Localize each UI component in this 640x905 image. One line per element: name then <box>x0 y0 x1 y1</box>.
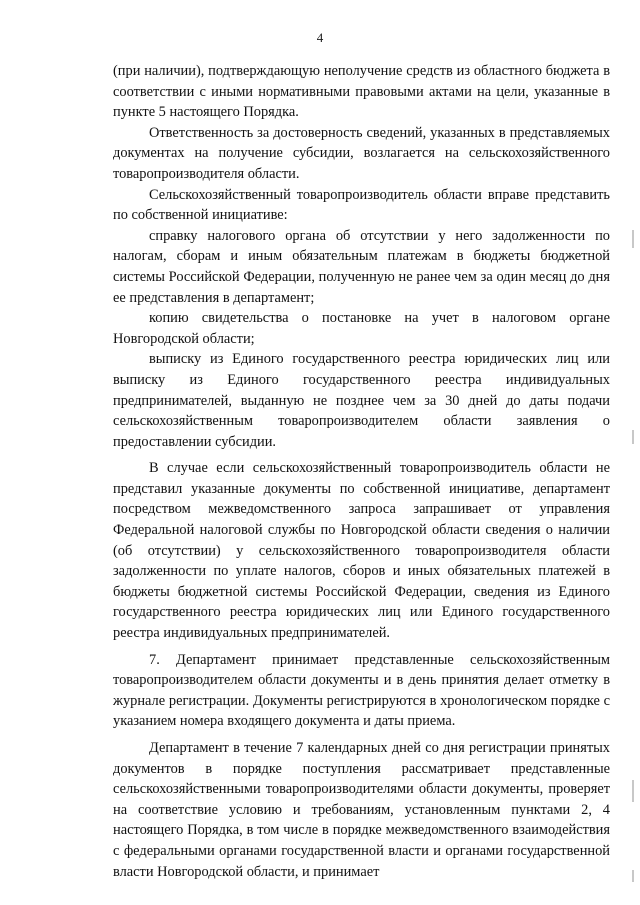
paragraph-clause-7: 7. Департамент принимает представленные сельскохозяйственным товаропроизводителем области документы и в день принятия делает отметку в журнале регистрации. Документы регистрируются в хронологическом порядке с указанием номера входящего документа и даты приема. <box>113 651 610 730</box>
paragraph-interagency-request: В случае если сельскохозяйственный товаропроизводитель области не представил указанные документы по собственной инициативе, департамент посредством межведомственного запроса запрашивает от управления Федеральной налоговой службы по Новгородской области сведения о наличии (об отсутствии) у сельскохозяйственного товаропроизводителя области задолженности по уплате налогов, сборов и иных обязательных платежей в бюджеты бюджетной системы Российской Федерации, сведения из Единого государственного реестра юридических лиц или Единого государственного реестра индивидуальных предпринимателей. <box>113 460 610 642</box>
list-item-registration-certificate: копию свидетельства о постановке на учет в налоговом органе Новгородской области; <box>113 310 610 347</box>
scan-artifact <box>632 230 634 248</box>
document-body <box>113 61 610 882</box>
scan-artifact <box>632 870 634 882</box>
paragraph-continuation: (при наличии), подтверждающую неполучение средств из областного бюджета в соответствии с иными нормативными правовыми актами на цели, указанные в пункте 5 настоящего Порядка. <box>113 63 610 121</box>
paragraph-review: Департамент в течение 7 календарных дней со дня регистрации принятых документов в порядке поступления рассматривает представленные сельскохозяйственными товаропроизводителями области документы, проверяет на соответствие условию и требованиям, установленным пунктами 2, 4 настоящего Порядка, в том числе в порядке межведомственного взаимодействия с федеральными органами государственной власти и органами государственной власти Новгородской области, и принимает <box>113 740 610 880</box>
list-item-tax-certificate: справку налогового органа об отсутствии у него задолженности по налогам, сборам и иным обязательным платежам в бюджеты бюджетной системы Российской Федерации, полученную не ранее чем за один месяц до дня ее представления в департамент; <box>113 227 610 306</box>
list-item-registry-extract: выписку из Единого государственного реестра юридических лиц или выписку из Единого государственного реестра индивидуальных предпринимателей, выданную не позднее чем за 30 дней до даты подачи сельскохозяйственным товаропроизводителем области заявления о предоставлении субсидии. <box>113 351 610 450</box>
paragraph-responsibility: Ответственность за достоверность сведений, указанных в представляемых документах на получение субсидии, возлагается на сельскохозяйственного товаропроизводителя области. <box>113 124 610 182</box>
scan-artifact <box>632 780 634 802</box>
page-number: 4 <box>316 30 324 45</box>
paragraph-optional-documents-intro: Сельскохозяйственный товаропроизводитель области вправе представить по собственной инициативе: <box>113 186 610 224</box>
scan-artifact <box>632 430 634 444</box>
